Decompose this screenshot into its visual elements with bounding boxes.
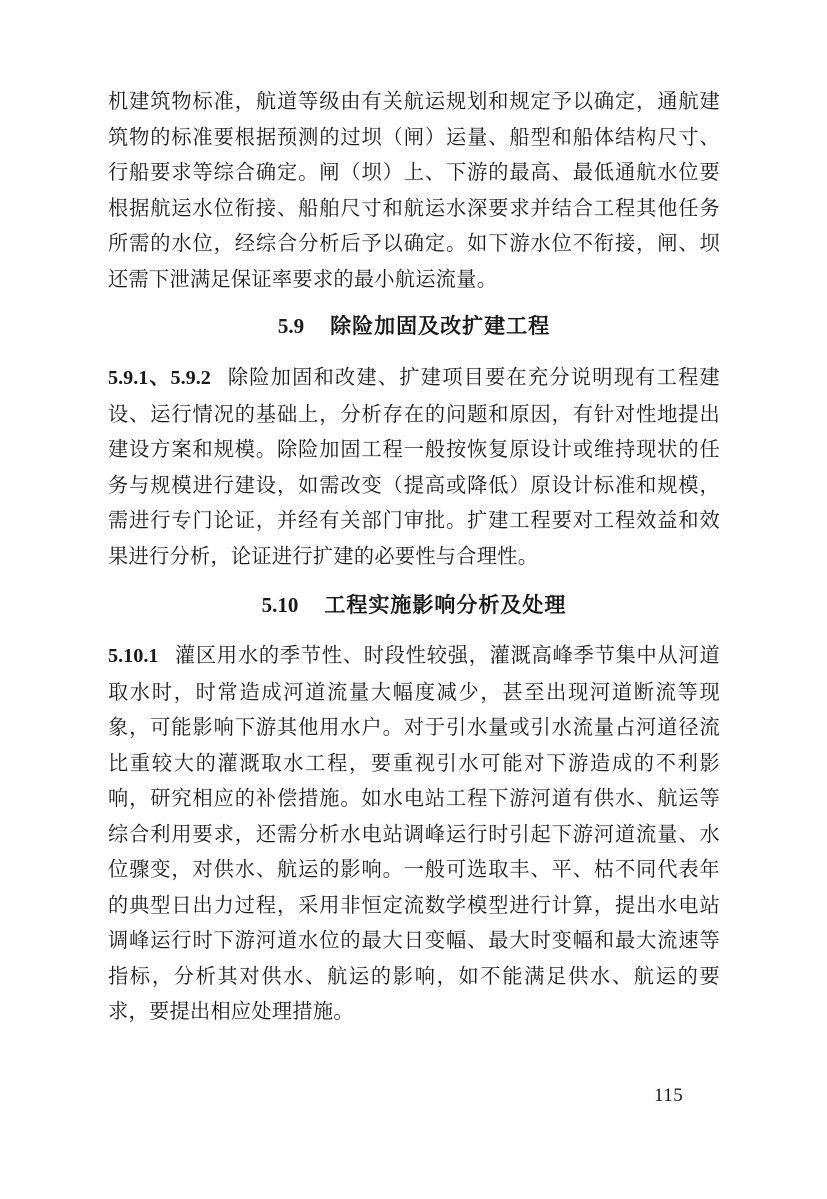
clause-number: 5.10.1 xyxy=(108,645,159,667)
clause-5-9-1-paragraph xyxy=(108,360,720,574)
clause-text: 灌区用水的季节性、时段性较强，灌溉高峰季节集中从河道取水时，时常造成河道流量大幅度减少，甚至出现河道断流等现象，可能影响下游其他用水户。对于引水量或引水流量占河道径流比重较大的灌溉取水工程，要重视引水可能对下游造成的不利影响，研究相应的补偿措施。如水电站工程下游河道有供水、航运等综合利用要求，还需分析水电站调峰运行时引起下游河道流量、水位骤变，对供水、航运的影响。一般可选取丰、平、枯不同代表年的典型日出力过程，采用非恒定流数学模型进行计算，提出水电站调峰运行时下游河道水位的最大日变幅、最大时变幅和最大流速等指标，分析其对供水、航运的影响，如不能满足供水、航运的要求，要提出相应处理措施。 xyxy=(108,643,720,1023)
section-number: 5.9 xyxy=(277,314,305,338)
section-title: 工程实施影响分析及处理 xyxy=(324,593,567,617)
page-body xyxy=(108,84,720,1030)
section-title: 除险加固及改扩建工程 xyxy=(330,314,551,338)
clause-text: 除险加固和改建、扩建项目要在充分说明现有工程建设、运行情况的基础上，分析存在的问题和原因，有针对性地提出建设方案和规模。除险加固工程一般按恢复原设计或维持现状的任务与规模进行建设，如需改变（提高或降低）原设计标准和规模，需进行专门论证，并经有关部门审批。扩建工程要对工程效益和效果进行分析，论证进行扩建的必要性与合理性。 xyxy=(108,365,720,568)
section-heading-5-9 xyxy=(108,312,720,340)
clause-5-10-1-paragraph xyxy=(108,638,720,1030)
section-number: 5.10 xyxy=(261,593,299,617)
intro-paragraph: 机建筑物标准，航道等级由有关航运规划和规定予以确定，通航建筑物的标准要根据预测的过坝（闸）运量、船型和船体结构尺寸、行船要求等综合确定。闸（坝）上、下游的最高、最低通航水位要根据航运水位衔接、船舶尺寸和航运水深要求并结合工程其他任务所需的水位，经综合分析后予以确定。如下游水位不衔接，闸、坝还需下泄满足保证率要求的最小航运流量。 xyxy=(108,89,720,291)
clause-number: 5.9.1、5.9.2 xyxy=(108,367,211,389)
page-number: 115 xyxy=(654,1085,684,1106)
section-heading-5-10 xyxy=(108,591,720,619)
